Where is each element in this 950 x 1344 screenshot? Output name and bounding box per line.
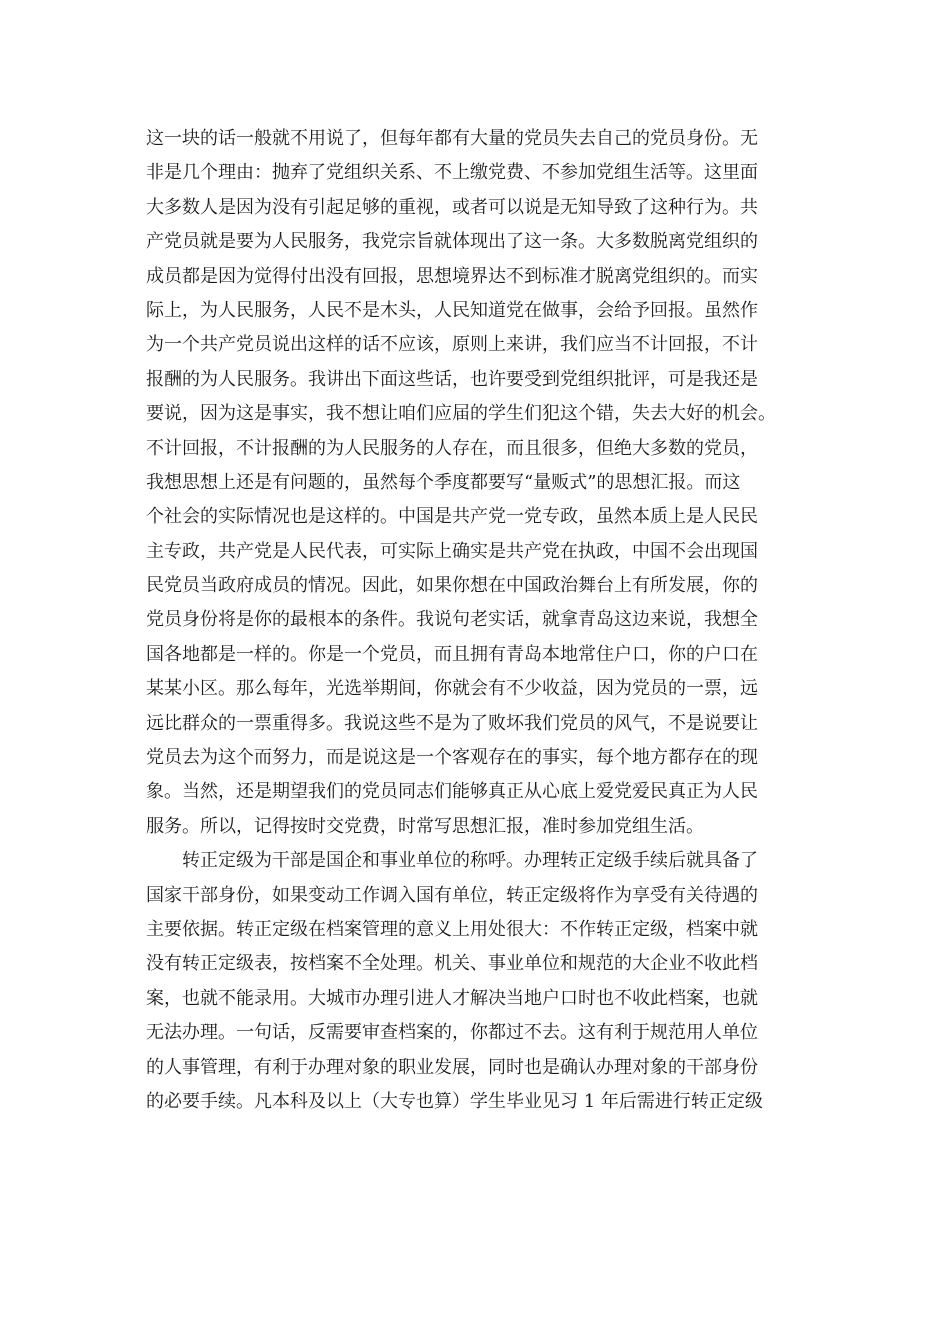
- text-line: 象。当然，还是期望我们的党员同志们能够真正从心底上爱党爱民真正为人民: [146, 781, 758, 803]
- text-line: 要说，因为这是事实，我不想让咱们应届的学生们犯这个错，失去大好的机会。: [146, 403, 776, 425]
- text-line: 国各地都是一样的。你是一个党员，而且拥有青岛本地常住户口，你的户口在: [146, 643, 758, 665]
- text-line: 主专政，共产党是人民代表，可实际上确实是共产党在执政，中国不会出现国: [146, 540, 758, 562]
- text-line: 大多数人是因为没有引起足够的重视，或者可以说是无知导致了这种行为。共: [146, 196, 758, 218]
- text-line: 远比群众的一票重得多。我说这些不是为了败坏我们党员的风气，不是说要让: [146, 712, 758, 734]
- text-line: 报酬的为人民服务。我讲出下面这些话，也许要受到党组织批评，可是我还是: [146, 368, 758, 390]
- paragraph-1: [146, 122, 806, 844]
- text-line: 某某小区。那么每年，光选举期间，你就会有不少收益，因为党员的一票，远: [146, 678, 758, 700]
- text-line: 成员都是因为觉得付出没有回报，思想境界达不到标准才脱离党组织的。而实: [146, 265, 758, 287]
- text-line: 案，也就不能录用。大城市办理引进人才解决当地户口时也不收此档案，也就: [146, 987, 758, 1009]
- text-line: 这一块的话一般就不用说了，但每年都有大量的党员失去自己的党员身份。无: [146, 128, 758, 149]
- text-line: 主要依据。转正定级在档案管理的意义上用处很大：不作转正定级，档案中就: [146, 918, 758, 940]
- text-line: 没有转正定级表，按档案不全处理。机关、事业单位和规范的大企业不收此档: [146, 953, 758, 975]
- text-line: 的必要手续。凡本科及以上（大专也算）学生毕业见习 1 年后需进行转正定级: [146, 1090, 763, 1112]
- text-line: 际上，为人民服务，人民不是木头，人民知道党在做事，会给予回报。虽然作: [146, 299, 758, 321]
- text-line: 党员去为这个而努力，而是说这是一个客观存在的事实，每个地方都存在的现: [146, 747, 758, 769]
- text-line: 为一个共产党员说出这样的话不应该，原则上来讲，我们应当不计回报，不计: [146, 334, 758, 356]
- text-line: 个社会的实际情况也是这样的。中国是共产党一党专政，虽然本质上是人民民: [146, 506, 758, 528]
- paragraph-2: [146, 844, 806, 1119]
- text-line: 产党员就是要为人民服务，我党宗旨就体现出了这一条。大多数脱离党组织的: [146, 231, 758, 253]
- text-line: 国家干部身份，如果变动工作调入国有单位，转正定级将作为享受有关待遇的: [146, 884, 758, 906]
- text-line: 党员身份将是你的最根本的条件。我说句老实话，就拿青岛这边来说，我想全: [146, 609, 758, 631]
- text-line-indented: 转正定级为干部是国企和事业单位的称呼。办理转正定级手续后就具备了: [182, 850, 758, 872]
- text-line: 我想思想上还是有问题的，虽然每个季度都要写“量贩式”的思想汇报。而这: [146, 471, 741, 493]
- text-line: 民党员当政府成员的情况。因此，如果你想在中国政治舞台上有所发展，你的: [146, 575, 758, 597]
- document-body: [146, 122, 806, 1119]
- text-line: 不计回报，不计报酬的为人民服务的人存在，而且很多，但绝大多数的党员，: [146, 437, 758, 459]
- text-line: 服务。所以，记得按时交党费，时常写思想汇报，准时参加党组生活。: [146, 815, 704, 837]
- text-line: 的人事管理，有利于办理对象的职业发展，同时也是确认办理对象的干部身份: [146, 1056, 758, 1078]
- text-line: 无法办理。一句话，反需要审查档案的，你都过不去。这有利于规范用人单位: [146, 1022, 758, 1044]
- text-line: 非是几个理由：抛弃了党组织关系、不上缴党费、不参加党组生活等。这里面: [146, 162, 758, 184]
